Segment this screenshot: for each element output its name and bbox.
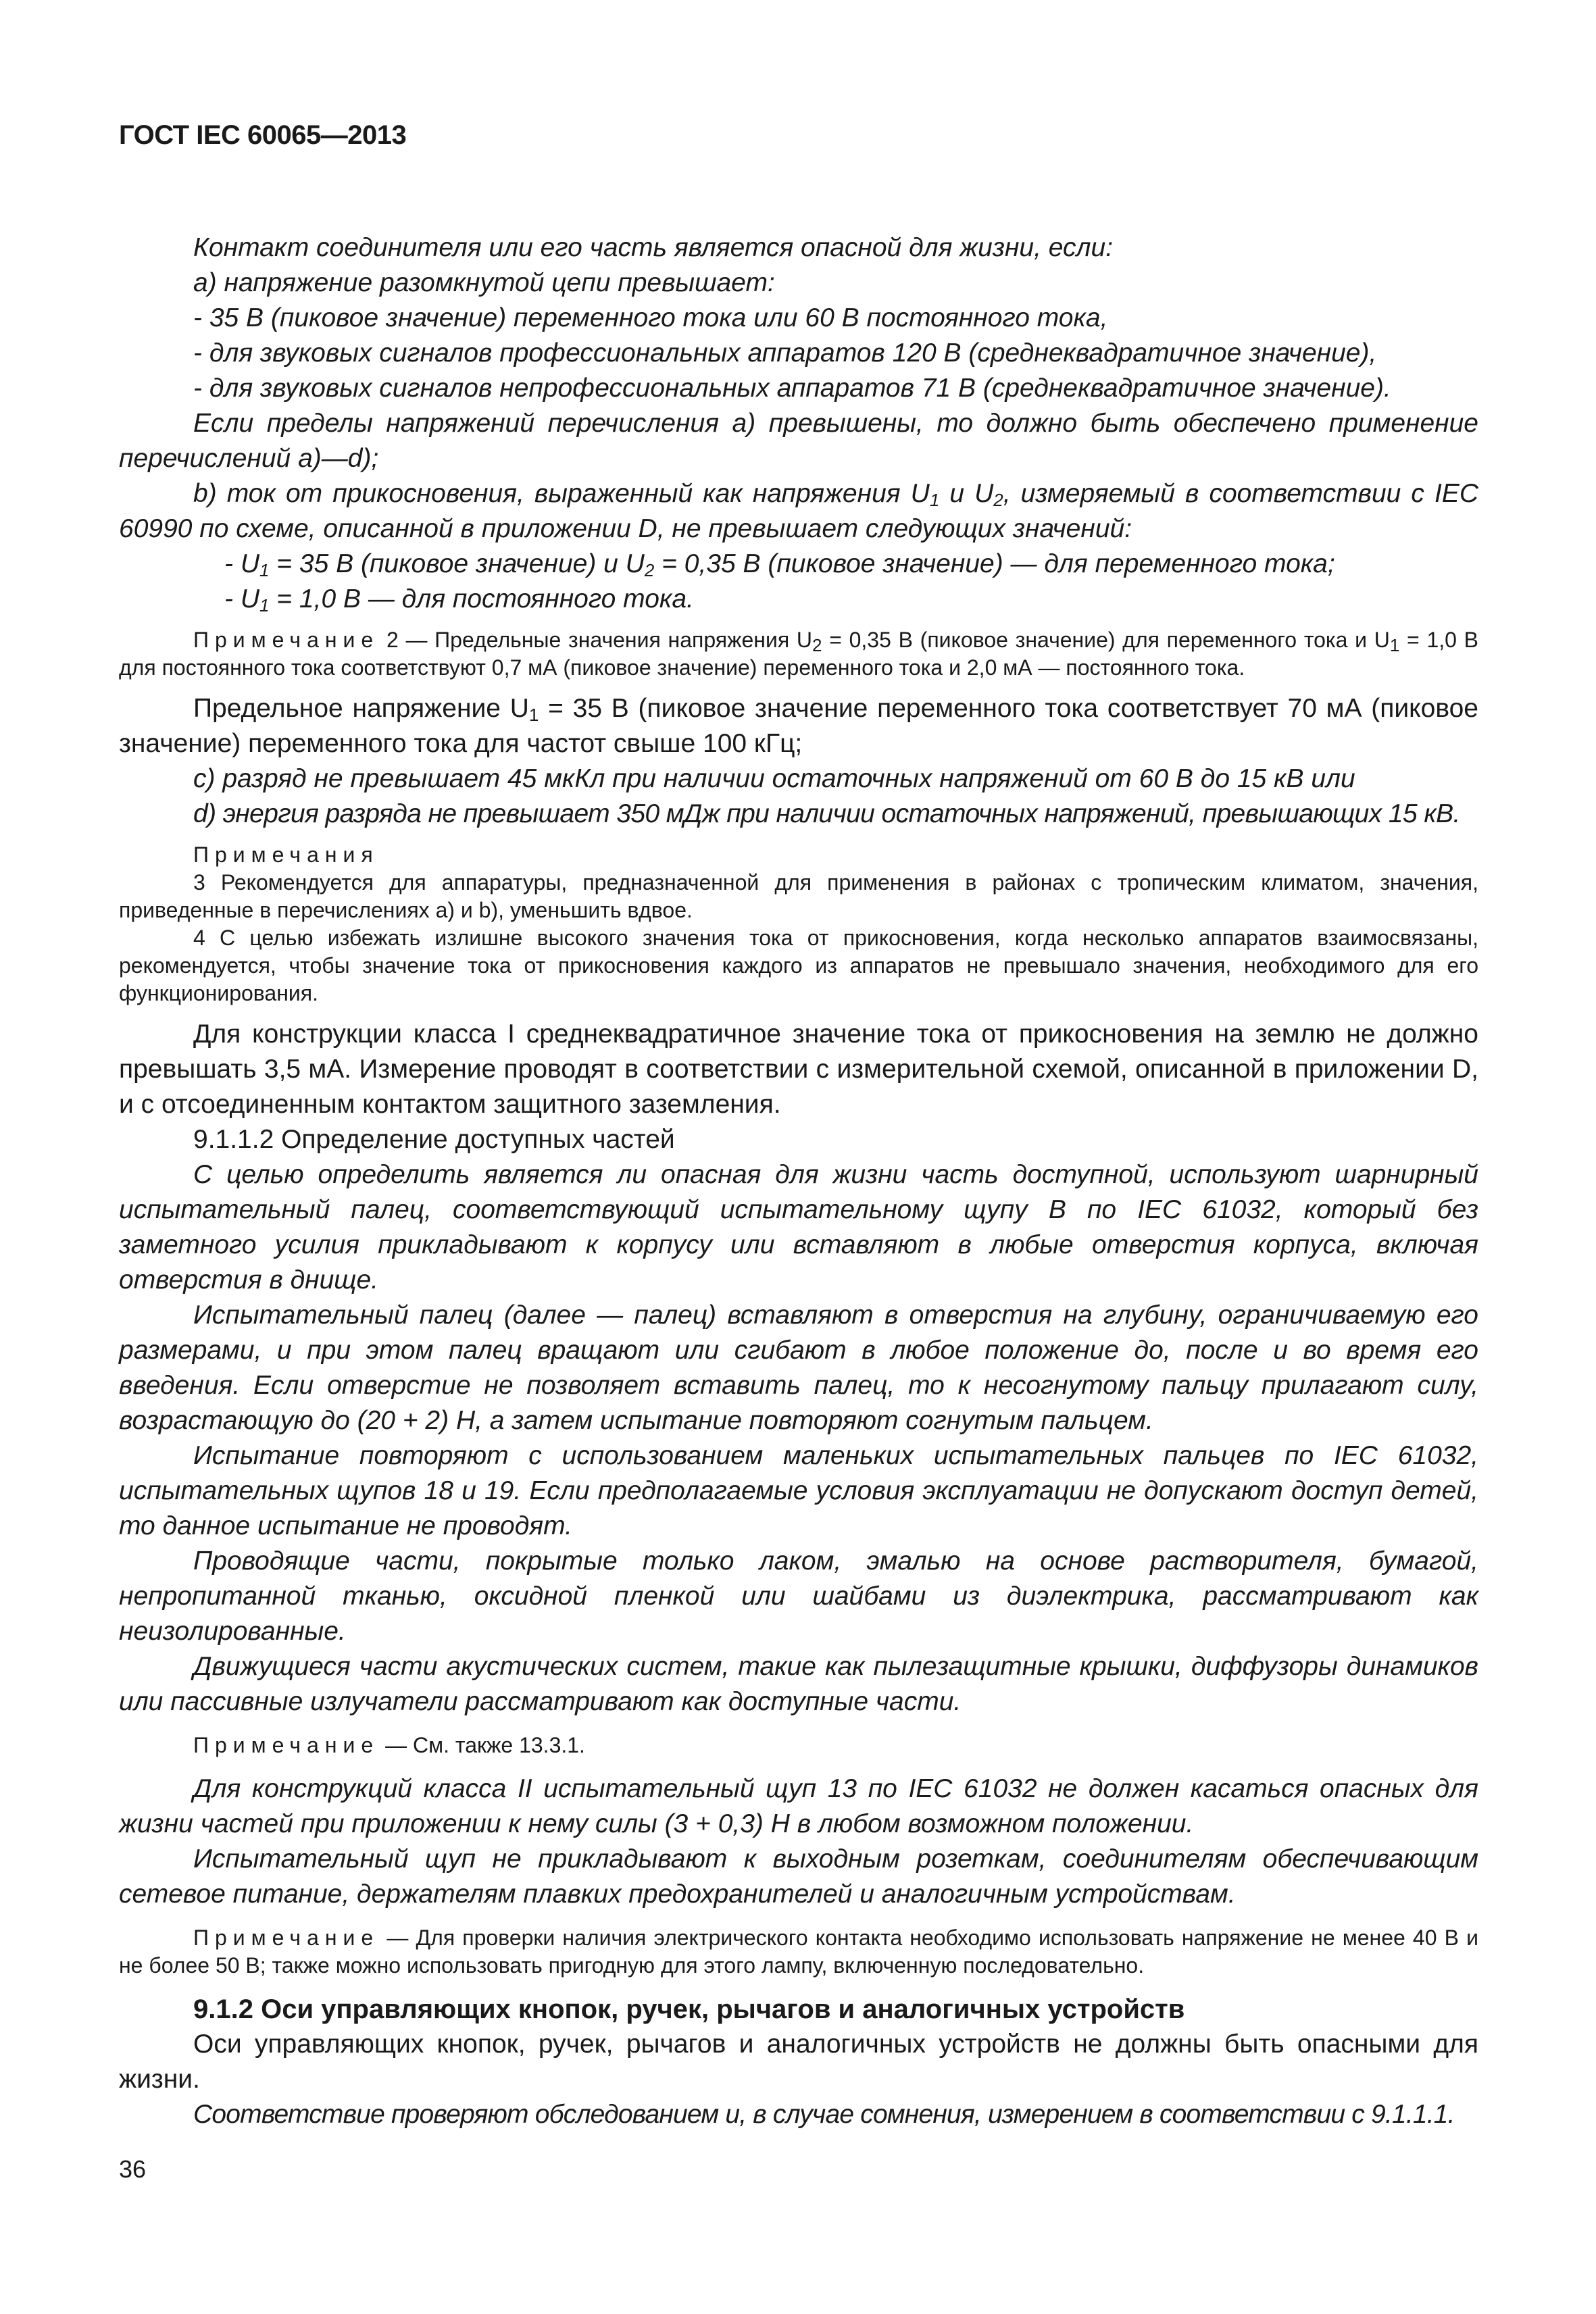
paragraph: c) разряд не превышает 45 мкКл при наличии остаточных напряжений от 60 В до 15 кВ или xyxy=(193,764,1355,793)
document-page xyxy=(119,120,1478,2132)
notes-label: Примечания xyxy=(193,842,379,867)
paragraph: Испытание повторяют с использованием маленьких испытательных пальцев по IEC 61032, испытательных щупов 18 и 19. Если предполагаемые условия эксплуатации не допускают доступ детей, то данное испытание не проводят. xyxy=(119,1441,1478,1540)
paragraph: d) энергия разряда не превышает 350 мДж при наличии остаточных напряжений, превышающих 15 кВ. xyxy=(193,799,1460,828)
paragraph: Испытательный щуп не прикладывают к выходным розеткам, соединителям обеспечивающим сетевое питание, держателям плавких предохранителей и аналогичным устройствам. xyxy=(119,1844,1478,1909)
paragraph: - $U_1 = 1,0$ В — для постоянного тока. xyxy=(224,584,694,615)
paragraph: Движущиеся части акустических систем, такие как пылезащитные крышки, диффузоры динамиков или пассивные излучатели рассматривают как доступные части. xyxy=(119,1652,1478,1716)
note: Примечание — Для проверки наличия электрического контакта необходимо использовать напряжение не менее 40 В и не более 50 В; также можно использовать пригодную для этого лампу, включенную последовательно. xyxy=(119,1926,1478,1978)
subsection-title: 9.1.1.2 Определение доступных частей xyxy=(193,1125,675,1154)
paragraph: Испытательный палец (далее — палец) вставляют в отверстия на глубину, ограничиваемую его размерами, и при этом палец вращают или сгибают в любое положение до, после и во время его введения. Если отверстие не позволяет вставить палец, то к несогнутому пальцу прилагают силу, возрастающую до (20 + 2) Н, а затем испытание повторяют согнутым пальцем. xyxy=(119,1301,1478,1435)
paragraph: Если пределы напряжений перечисления а) превышены, то должно быть обеспечено применение перечислений а)—d); xyxy=(119,409,1478,473)
document-header: ГОСТ IEC 60065—2013 xyxy=(119,120,407,150)
paragraph: Для конструкций класса II испытательный щуп 13 по IEC 61032 не должен касаться опасных для жизни частей при приложении к нему силы (3 + 0,3) Н в любом возможном положении. xyxy=(119,1774,1478,1838)
note: 4 С целью избежать излишне высокого значения тока от прикосновения, когда несколько аппаратов взаимосвязаны, рекомендуется, чтобы значение тока от прикосновения каждого из аппаратов не превышало значения, необходимого для его функционирования. xyxy=(119,926,1478,1005)
page-number: 36 xyxy=(119,2155,147,2183)
paragraph: С целью определить является ли опасная для жизни часть доступной, используют шарнирный испытательный палец, соответствующий испытательному щупу В по IEC 61032, который без заметного усилия прикладывают к корпусу или вставляют в любые отверстия корпуса, включая отверстия в днище. xyxy=(119,1160,1478,1294)
paragraph: Предельное напряжение $U_1 = 35$ В (пиковое значение переменного тока соответствует 70 мА (пиковое значение) переменного тока для частот свыше 100 кГц; xyxy=(119,694,1478,758)
paragraph: - для звуковых сигналов профессиональных аппаратов 120 В (среднеквадратичное значение), xyxy=(193,338,1377,368)
paragraph: Проводящие части, покрытые только лаком, эмалью на основе растворителя, бумагой, непропитанной тканью, оксидной пленкой или шайбами из диэлектрика, рассматривают как неизолированные. xyxy=(119,1546,1478,1646)
note: Примечание 2 — Предельные значения напряжения $U_2 = 0,35$ В (пиковое значение) для переменного тока и $U_1 = 1,0$ В для постоянного тока соответствуют 0,7 мА (пиковое значение) переменного тока и 2,0 мА — постоянного тока. xyxy=(119,628,1479,680)
paragraph: Для конструкции класса I среднеквадратичное значение тока от прикосновения на землю не должно превышать 3,5 мА. Измерение проводят в соответствии с измерительной схемой, описанной в приложении D, и с отсоединенным контактом защитного заземления. xyxy=(119,1020,1478,1119)
paragraph: - 35 В (пиковое значение) переменного тока или 60 В постоянного тока, xyxy=(193,303,1108,332)
paragraph: Соответствие проверяют обследованием и, в случае сомнения, измерением в соответствии с 9.1.1.1. xyxy=(193,2100,1455,2129)
paragraph: b) ток от прикосновения, выраженный как напряжения $U_1$ и $U_2$, измеряемый в соответствии с IEC 60990 по схеме, описанной в приложении D, не превышает следующих значений: xyxy=(119,479,1478,543)
paragraph: а) напряжение разомкнутой цепи превышает: xyxy=(193,268,775,297)
note: Примечание — См. также 13.3.1. xyxy=(193,1733,585,1757)
section-heading: 9.1.2 Оси управляющих кнопок, ручек, рычагов и аналогичных устройств xyxy=(193,1994,1185,2024)
paragraph: - для звуковых сигналов непрофессиональных аппаратов 71 В (среднеквадратичное значение). xyxy=(193,374,1391,403)
paragraph: Оси управляющих кнопок, ручек, рычагов и аналогичных устройств не должны быть опасными для жизни. xyxy=(119,2030,1478,2094)
paragraph: - $U_1 = 35$ В (пиковое значение) и $U_2 = 0,35$ В (пиковое значение) — для переменного тока; xyxy=(224,549,1335,580)
note: 3 Рекомендуется для аппаратуры, предназначенной для применения в районах с тропическим климатом, значения, приведенные в перечислениях а) и b), уменьшить вдвое. xyxy=(119,870,1478,922)
paragraph: Контакт соединителя или его часть является опасной для жизни, если: xyxy=(193,233,1114,262)
